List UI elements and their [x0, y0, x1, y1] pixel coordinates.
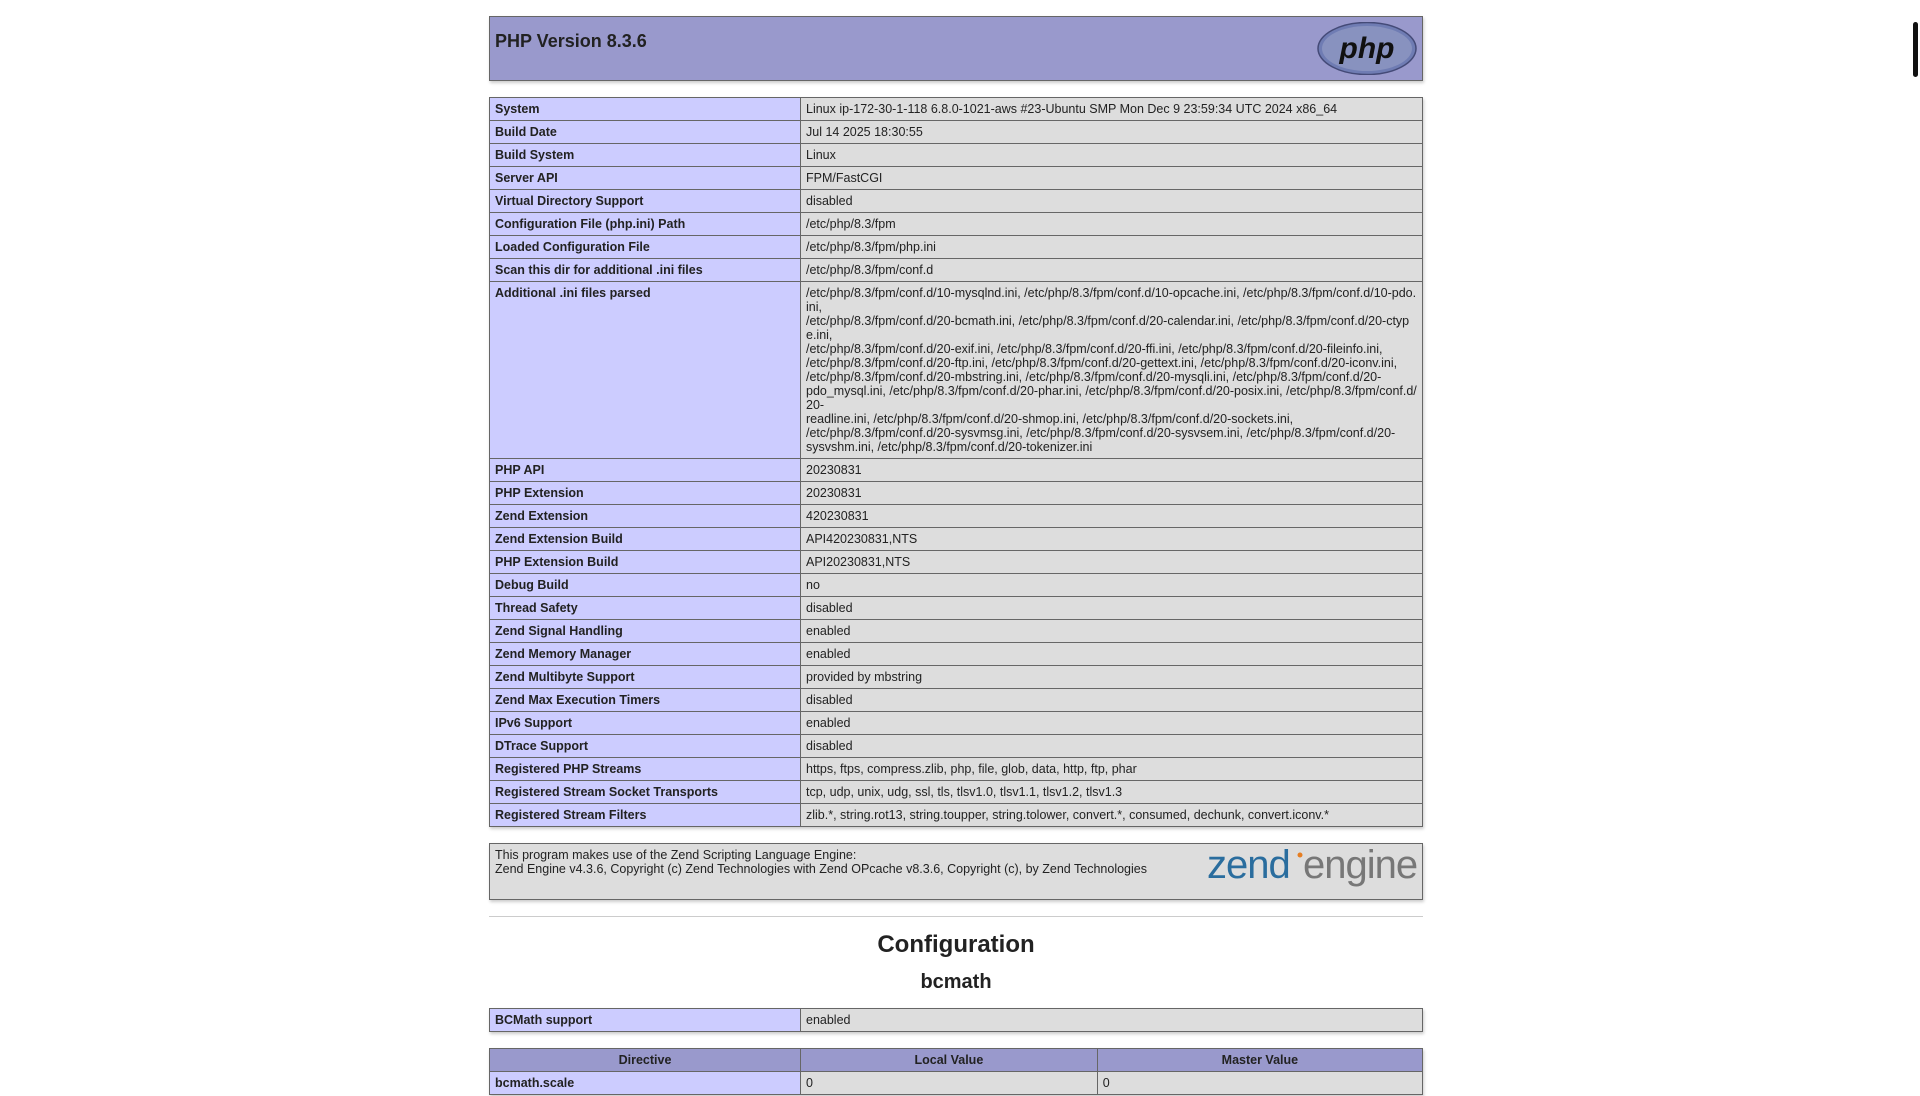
- table-row: [490, 213, 1423, 236]
- page-title: PHP Version 8.3.6: [495, 31, 647, 51]
- row-label: PHP API: [490, 459, 801, 482]
- header-cell: [490, 17, 1423, 81]
- ini-line: readline.ini, /etc/php/8.3/fpm/conf.d/20-shmop.ini, /etc/php/8.3/fpm/conf.d/20-sockets.ini,: [806, 412, 1294, 426]
- row-label: Zend Extension: [490, 505, 801, 528]
- zend-engine-logo[interactable]: [1207, 848, 1417, 890]
- ini-line: /etc/php/8.3/fpm/conf.d/20-mbstring.ini, /etc/php/8.3/fpm/conf.d/20-mysqli.ini, /etc/php/8.3/fpm/conf.d/20-: [806, 370, 1382, 384]
- table-row: [490, 167, 1423, 190]
- row-value: tcp, udp, unix, udg, ssl, tls, tlsv1.0, tlsv1.1, tlsv1.2, tlsv1.3: [801, 781, 1423, 804]
- row-label: DTrace Support: [490, 735, 801, 758]
- row-value: enabled: [801, 712, 1423, 735]
- table-row: [490, 144, 1423, 167]
- row-value: zlib.*, string.rot13, string.toupper, string.tolower, convert.*, consumed, dechunk, convert.iconv.*: [801, 804, 1423, 827]
- row-label: Configuration File (php.ini) Path: [490, 213, 801, 236]
- zend-line-1: This program makes use of the Zend Scripting Language Engine:: [495, 848, 857, 862]
- table-row: [490, 190, 1423, 213]
- row-value: Linux ip-172-30-1-118 6.8.0-1021-aws #23-Ubuntu SMP Mon Dec 9 23:59:34 UTC 2024 x86_64: [801, 98, 1423, 121]
- ini-line: pdo_mysql.ini, /etc/php/8.3/fpm/conf.d/20-phar.ini, /etc/php/8.3/fpm/conf.d/20-posix.ini, /etc/php/8.3/fpm/conf.d/20-: [806, 384, 1417, 412]
- table-row: [490, 1072, 1423, 1095]
- table-row: [490, 528, 1423, 551]
- zend-logo-word: zend: [1207, 848, 1290, 887]
- ini-line: /etc/php/8.3/fpm/conf.d/20-sysvmsg.ini, /etc/php/8.3/fpm/conf.d/20-sysvsem.ini, /etc/php/8.3/fpm/conf.d/20-: [806, 426, 1396, 440]
- row-label: Zend Multibyte Support: [490, 666, 801, 689]
- column-header: Local Value: [801, 1049, 1098, 1072]
- table-row: [490, 259, 1423, 282]
- row-label: Additional .ini files parsed: [490, 282, 801, 459]
- row-label: Zend Signal Handling: [490, 620, 801, 643]
- row-value: no: [801, 574, 1423, 597]
- module-heading-bcmath[interactable]: bcmath: [920, 971, 992, 993]
- row-value: API420230831,NTS: [801, 528, 1423, 551]
- row-label: Build Date: [490, 121, 801, 144]
- ini-line: sysvshm.ini, /etc/php/8.3/fpm/conf.d/20-tokenizer.ini: [806, 440, 1093, 454]
- table-header-row: [490, 1049, 1423, 1072]
- row-value: 20230831: [801, 482, 1423, 505]
- row-label: Scan this dir for additional .ini files: [490, 259, 801, 282]
- row-label: Build System: [490, 144, 801, 167]
- row-value: enabled: [801, 643, 1423, 666]
- row-value: provided by mbstring: [801, 666, 1423, 689]
- row-label: Zend Extension Build: [490, 528, 801, 551]
- row-value: enabled: [801, 1009, 1423, 1032]
- table-row: [490, 505, 1423, 528]
- row-label: Thread Safety: [490, 597, 801, 620]
- row-value: 420230831: [801, 505, 1423, 528]
- row-label: Zend Max Execution Timers: [490, 689, 801, 712]
- row-label: Loaded Configuration File: [490, 236, 801, 259]
- row-value: disabled: [801, 689, 1423, 712]
- php-logo-text: php: [1339, 32, 1395, 65]
- row-label: Registered Stream Filters: [490, 804, 801, 827]
- row-label: Virtual Directory Support: [490, 190, 801, 213]
- phpinfo-page: [489, 16, 1423, 1095]
- ini-line: /etc/php/8.3/fpm/conf.d/20-ftp.ini, /etc/php/8.3/fpm/conf.d/20-gettext.ini, /etc/php/8.3/fpm/conf.d/20-iconv.ini,: [806, 356, 1398, 370]
- table-row: [490, 735, 1423, 758]
- ini-line: /etc/php/8.3/fpm/conf.d/20-bcmath.ini, /etc/php/8.3/fpm/conf.d/20-calendar.ini, /etc/php/8.3/fpm/conf.d/20-ctype.ini,: [806, 314, 1410, 342]
- zend-line-2: Zend Engine v4.3.6, Copyright (c) Zend Technologies with Zend OPcache v8.3.6, Copyright (c), by Zend Technologies: [495, 862, 1147, 876]
- ini-line: /etc/php/8.3/fpm/conf.d/10-mysqlnd.ini, /etc/php/8.3/fpm/conf.d/10-opcache.ini, /etc/php/8.3/fpm/conf.d/10-pdo.ini,: [806, 286, 1417, 314]
- table-row: [490, 574, 1423, 597]
- row-label: PHP Extension: [490, 482, 801, 505]
- zend-engine-cell: [490, 844, 1423, 900]
- configuration-heading: Configuration: [877, 931, 1035, 958]
- row-label: BCMath support: [490, 1009, 801, 1032]
- column-header: Directive: [490, 1049, 801, 1072]
- directive-name: bcmath.scale: [490, 1072, 801, 1095]
- table-row: [490, 758, 1423, 781]
- engine-logo-word: engine: [1303, 848, 1417, 887]
- table-row: [490, 98, 1423, 121]
- header-table: [489, 16, 1423, 81]
- row-value: disabled: [801, 597, 1423, 620]
- row-label: PHP Extension Build: [490, 551, 801, 574]
- row-label: Debug Build: [490, 574, 801, 597]
- row-value: disabled: [801, 735, 1423, 758]
- zend-logo-dot: [1298, 853, 1303, 858]
- column-header: Master Value: [1097, 1049, 1422, 1072]
- table-row: [490, 620, 1423, 643]
- system-info-table: [489, 97, 1423, 827]
- table-row: [490, 282, 1423, 459]
- scrollbar-thumb[interactable]: [1913, 22, 1918, 77]
- row-value: 20230831: [801, 459, 1423, 482]
- row-label: Registered PHP Streams: [490, 758, 801, 781]
- zend-engine-table: [489, 843, 1423, 900]
- ini-line: /etc/php/8.3/fpm/conf.d/20-exif.ini, /etc/php/8.3/fpm/conf.d/20-ffi.ini, /etc/php/8.3/fpm/conf.d/20-fileinfo.ini,: [806, 342, 1383, 356]
- table-row: [490, 804, 1423, 827]
- row-value: /etc/php/8.3/fpm: [801, 213, 1423, 236]
- row-label: Zend Memory Manager: [490, 643, 801, 666]
- row-label: IPv6 Support: [490, 712, 801, 735]
- table-row: [490, 121, 1423, 144]
- table-row: [490, 597, 1423, 620]
- row-label: Server API: [490, 167, 801, 190]
- table-row: [490, 712, 1423, 735]
- row-label: Registered Stream Socket Transports: [490, 781, 801, 804]
- row-value: disabled: [801, 190, 1423, 213]
- row-value: Linux: [801, 144, 1423, 167]
- table-row: [490, 459, 1423, 482]
- row-value: /etc/php/8.3/fpm/conf.d: [801, 259, 1423, 282]
- table-row: [490, 689, 1423, 712]
- table-row: [490, 666, 1423, 689]
- row-label: System: [490, 98, 801, 121]
- table-row: [490, 643, 1423, 666]
- row-value: [801, 282, 1423, 459]
- table-row: [490, 551, 1423, 574]
- bcmath-support-table: [489, 1008, 1423, 1032]
- php-logo[interactable]: [1317, 22, 1417, 75]
- row-value: enabled: [801, 620, 1423, 643]
- table-row: [490, 1009, 1423, 1032]
- row-value: https, ftps, compress.zlib, php, file, glob, data, http, ftp, phar: [801, 758, 1423, 781]
- scrollbar[interactable]: [1910, 16, 1920, 1096]
- bcmath-directives-table: [489, 1048, 1423, 1095]
- row-value: Jul 14 2025 18:30:55: [801, 121, 1423, 144]
- row-value: FPM/FastCGI: [801, 167, 1423, 190]
- table-row: [490, 781, 1423, 804]
- master-value: 0: [1097, 1072, 1422, 1095]
- table-row: [490, 482, 1423, 505]
- row-value: API20230831,NTS: [801, 551, 1423, 574]
- row-value: /etc/php/8.3/fpm/php.ini: [801, 236, 1423, 259]
- divider: [489, 916, 1423, 917]
- local-value: 0: [801, 1072, 1098, 1095]
- table-row: [490, 236, 1423, 259]
